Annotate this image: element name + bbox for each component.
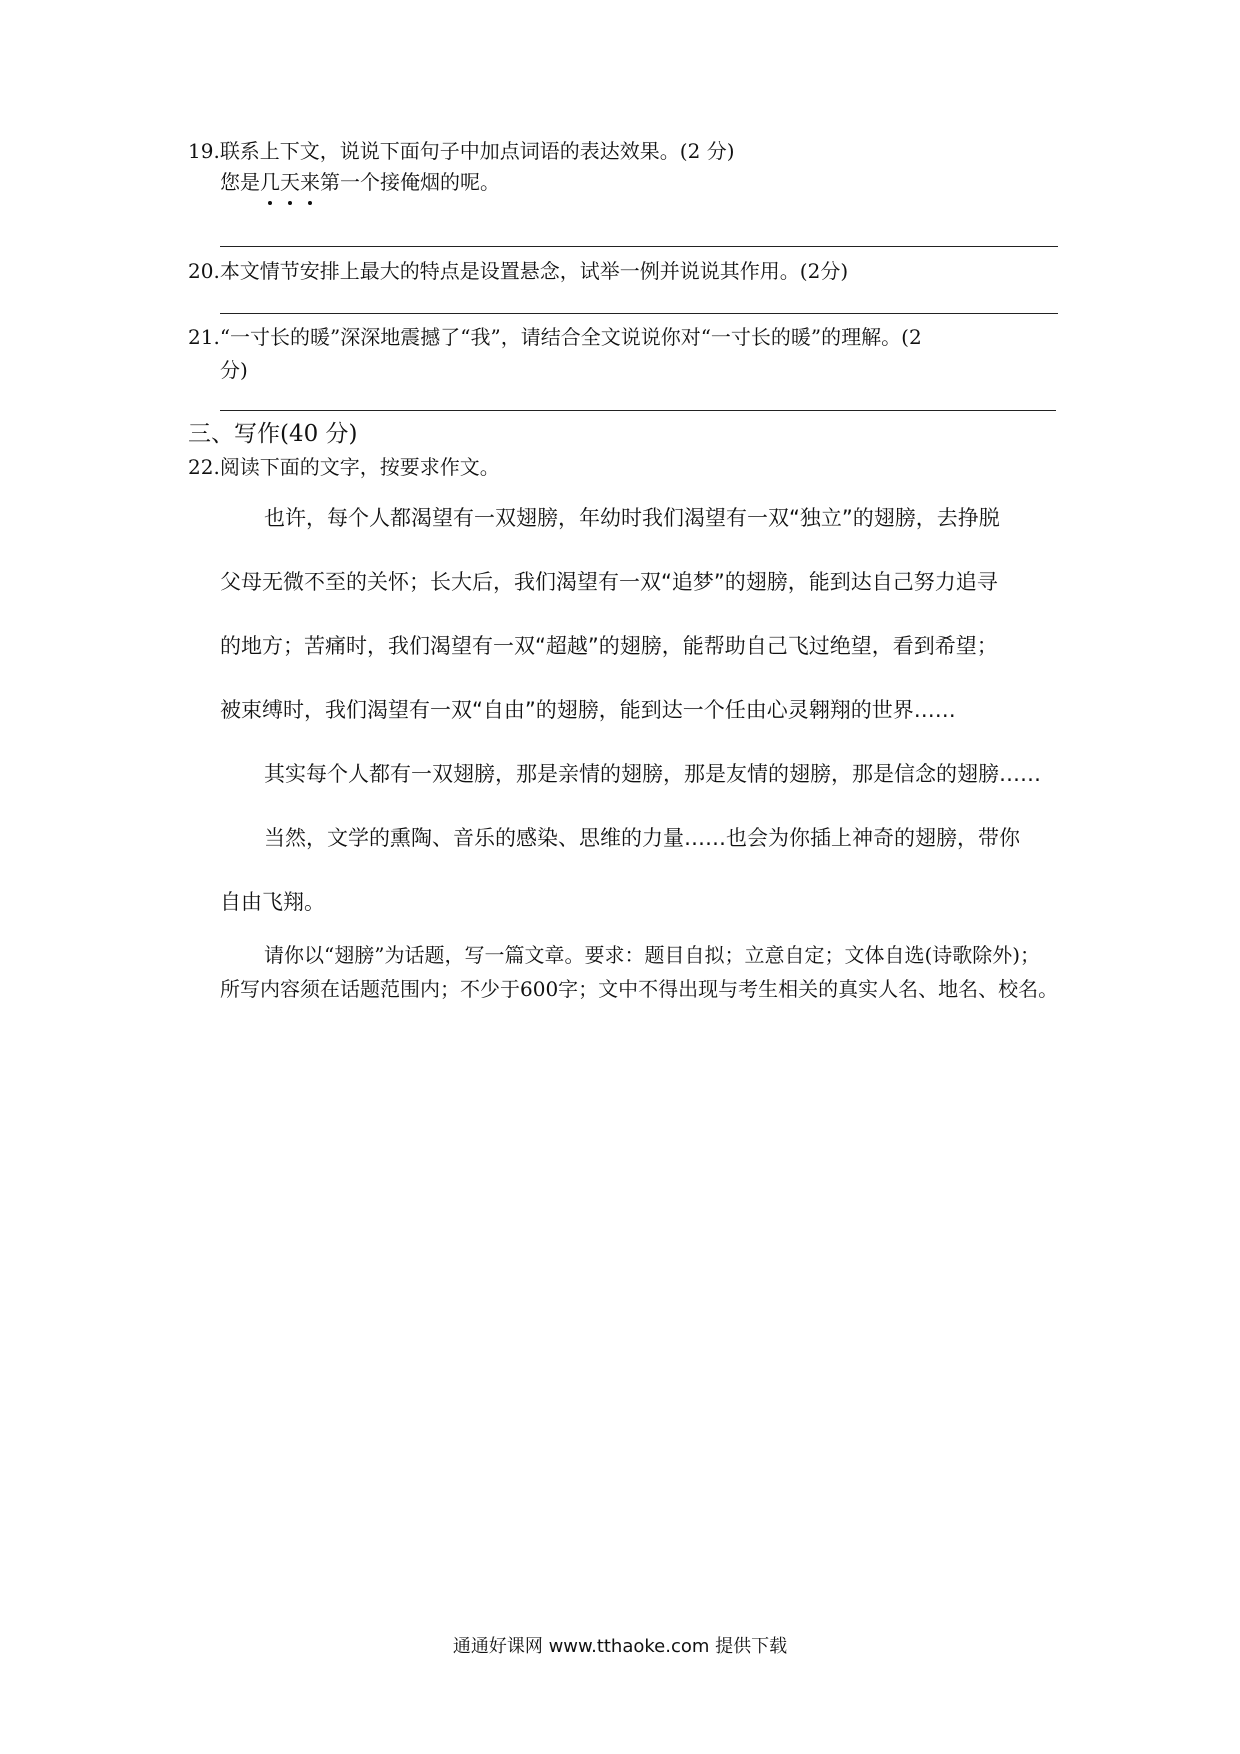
writing-requirement: 请你以“翅膀”为话题，写一篇文章。要求：题目自拟；立意自定；文体自选(诗歌除外)；所写内容须在话题范围内；不少于600字；文中不得出现与考生相关的真实人名、地名、校名。: [220, 943, 1059, 1001]
question-21-text: “一寸长的暖”深深地震撼了“我”，请结合全文说说你对“一寸长的暖”的理解。(2: [219, 325, 922, 349]
passage-line-5: 其实每个人都有一双翅膀，那是亲情的翅膀，那是友情的翅膀，那是信念的翅膀……: [264, 762, 1041, 786]
page-footer: 通通好课网 www.tthaoke.com 提供下载: [452, 1636, 788, 1657]
emphasized-char-1: 几: [260, 165, 280, 199]
question-20: [188, 254, 1058, 288]
question-19-number: 19.: [188, 139, 220, 163]
passage-line-4: 被束缚时，我们渴望有一双“自由”的翅膀，能到达一个任由心灵翱翔的世界……: [220, 698, 956, 722]
section-title-writing: 三、写作(40 分): [188, 421, 358, 447]
question-19-quote: [220, 165, 500, 199]
emphasized-char-2: 天: [280, 165, 300, 199]
question-19-text: 联系上下文，说说下面句子中加点词语的表达效果。(2 分): [219, 139, 735, 163]
passage-line-2: 父母无微不至的关怀；长大后，我们渴望有一双“追梦”的翅膀，能到达自己努力追寻: [220, 570, 998, 594]
question-21-text-continued: 分): [220, 358, 248, 382]
passage-line-3: 的地方；苦痛时，我们渴望有一双“超越”的翅膀，能帮助自己飞过绝望，看到希望；: [220, 634, 998, 658]
writing-prompt-passage: [220, 486, 1060, 934]
quote-after: 第一个接俺烟的呢。: [320, 170, 500, 194]
question-22: [188, 450, 1058, 484]
passage-line-6: 当然，文学的熏陶、音乐的感染、思维的力量……也会为你插上神奇的翅膀，带你: [264, 826, 1020, 850]
passage-line-7: 自由飞翔。: [220, 890, 325, 914]
question-20-text: 本文情节安排上最大的特点是设置悬念，试举一例并说说其作用。(2分): [219, 259, 849, 283]
question-20-number: 20.: [188, 259, 220, 283]
passage-line-1: 也许，每个人都渴望有一双翅膀，年幼时我们渴望有一双“独立”的翅膀，去挣脱: [264, 506, 1000, 530]
answer-line-19[interactable]: [220, 246, 1058, 247]
question-22-text: 阅读下面的文字，按要求作文。: [219, 455, 500, 479]
question-21-number: 21.: [188, 325, 220, 349]
answer-line-21[interactable]: [220, 410, 1056, 411]
question-19: [188, 134, 1058, 168]
quote-before: 您是: [220, 170, 260, 194]
question-22-number: 22.: [188, 455, 220, 479]
emphasized-char-3: 来: [300, 165, 320, 199]
answer-line-20[interactable]: [220, 313, 1058, 314]
question-21: [188, 320, 1058, 354]
